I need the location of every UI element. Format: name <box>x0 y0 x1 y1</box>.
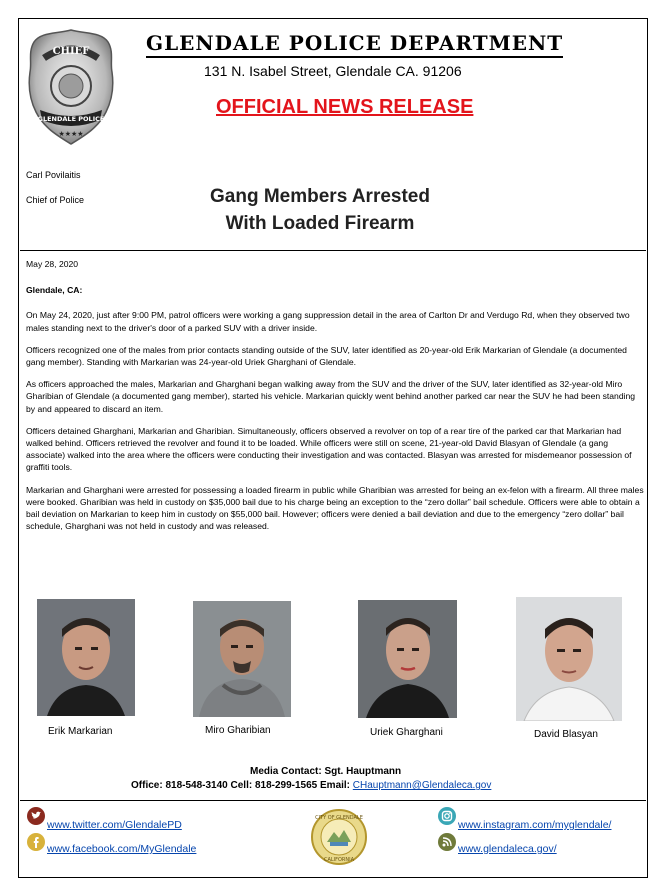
department-title: GLENDALE POLICE DEPARTMENT <box>146 31 563 58</box>
facebook-link[interactable]: www.facebook.com/MyGlendale <box>47 843 197 855</box>
article-paragraph: Officers detained Gharghani, Markarian and Gharibian. Simultaneously, officers observed a revolver on top of a rear tire of the parked car that Markarian had walked behind. Officers retrieved the revolver and found it to be loaded. While officers were still on scene, 21-year-old David Blasyan of Glendale (a gang associate) walked into the area where the officers were conducting their investigation and was contacted. Blasyan was arrested for misdemeanor possession of graffiti tools. <box>26 425 632 473</box>
facebook-icon[interactable] <box>27 833 45 851</box>
badge-bottom-text: GLENDALE POLICE <box>37 115 105 123</box>
headline-line-2: With Loaded Firearm <box>225 213 415 234</box>
contact-email-link[interactable]: CHauptmann@Glendaleca.gov <box>352 780 492 791</box>
suspect-name: David Blasyan <box>534 729 598 740</box>
city-seal-logo <box>310 808 368 866</box>
article-paragraph: Markarian and Gharghani were arrested for possessing a loaded firearm in public while Gharibian was arrested for being an ex-felon with a firearm. All three males were booked. Gharibian was held in custody on $35,000 bail due to his charge being an exception to the “zero dollar” bail schedule. Officers were able to obtain a bail deviation on Markarian to keep him in custody on $55,000 bail. However; officers were denied a bail deviation and due to the emergency “zero dollar” bail schedule, Gharghani was not held in custody and was released. <box>26 484 644 532</box>
contact-line <box>131 780 491 791</box>
suspect-photo-markarian <box>37 599 135 716</box>
chief-name: Carl Povilaitis <box>26 170 81 180</box>
footer-divider <box>20 800 646 801</box>
department-address: 131 N. Isabel Street, Glendale CA. 91206 <box>204 63 462 79</box>
suspect-name: Erik Markarian <box>48 726 113 737</box>
headline-line-1: Gang Members Arrested <box>210 186 430 207</box>
suspect-name: Miro Gharibian <box>205 725 271 736</box>
rss-icon[interactable] <box>438 833 456 851</box>
seal-top-text: CITY OF GLENDALE <box>315 815 363 821</box>
instagram-link[interactable]: www.instagram.com/myglendale/ <box>458 819 612 831</box>
contact-phones: Office: 818-548-3140 Cell: 818-299-1565 Email: <box>131 780 353 791</box>
police-badge-logo <box>26 28 116 146</box>
suspect-name: Uriek Gharghani <box>370 727 443 738</box>
badge-top-text: CHIEF <box>52 46 90 57</box>
twitter-icon[interactable] <box>27 807 45 825</box>
header-divider <box>20 250 646 251</box>
suspect-photo-gharghani <box>358 600 457 718</box>
svg-text:★★★★: ★★★★ <box>58 131 84 138</box>
article-paragraph: As officers approached the males, Markarian and Gharghani began walking away from the SUV and the driver of the SUV, later identified as 32-year-old Miro Gharibian of Glendale (a documented gang member), started his vehicle. Markarian quickly went behind another parked car near the SUV he had been standing by and appeared to discard an item. <box>26 379 636 414</box>
instagram-icon[interactable] <box>438 807 456 825</box>
article-body <box>26 258 644 542</box>
news-release-label: OFFICIAL NEWS RELEASE <box>216 96 474 118</box>
chief-title: Chief of Police <box>26 195 85 205</box>
website-link[interactable]: www.glendaleca.gov/ <box>458 843 557 855</box>
article-paragraph: Officers recognized one of the males from prior contacts standing outside of the SUV, later identified as 20-year-old Erik Markarian of Glendale (a documented gang member). Standing with Markarian was 24-year-old Uriek Gharghani of Glendale. <box>26 344 627 368</box>
release-date: May 28, 2020 <box>26 259 79 269</box>
dateline-location: Glendale, CA: <box>26 285 83 296</box>
suspect-photo-gharibian <box>193 601 291 717</box>
media-contact-label: Media Contact: Sgt. Hauptmann <box>250 766 402 777</box>
headline <box>200 183 440 237</box>
seal-bottom-text: CALIFORNIA <box>323 857 355 863</box>
twitter-link[interactable]: www.twitter.com/GlendalePD <box>47 819 182 831</box>
article-paragraph: On May 24, 2020, just after 9:00 PM, patrol officers were working a gang suppression detail in the area of Carlton Dr and Verdugo Rd, when they observed two males standing next to the driver's door of a parked SUV with a driver inside. <box>26 310 630 333</box>
suspect-photo-blasyan <box>516 597 622 721</box>
